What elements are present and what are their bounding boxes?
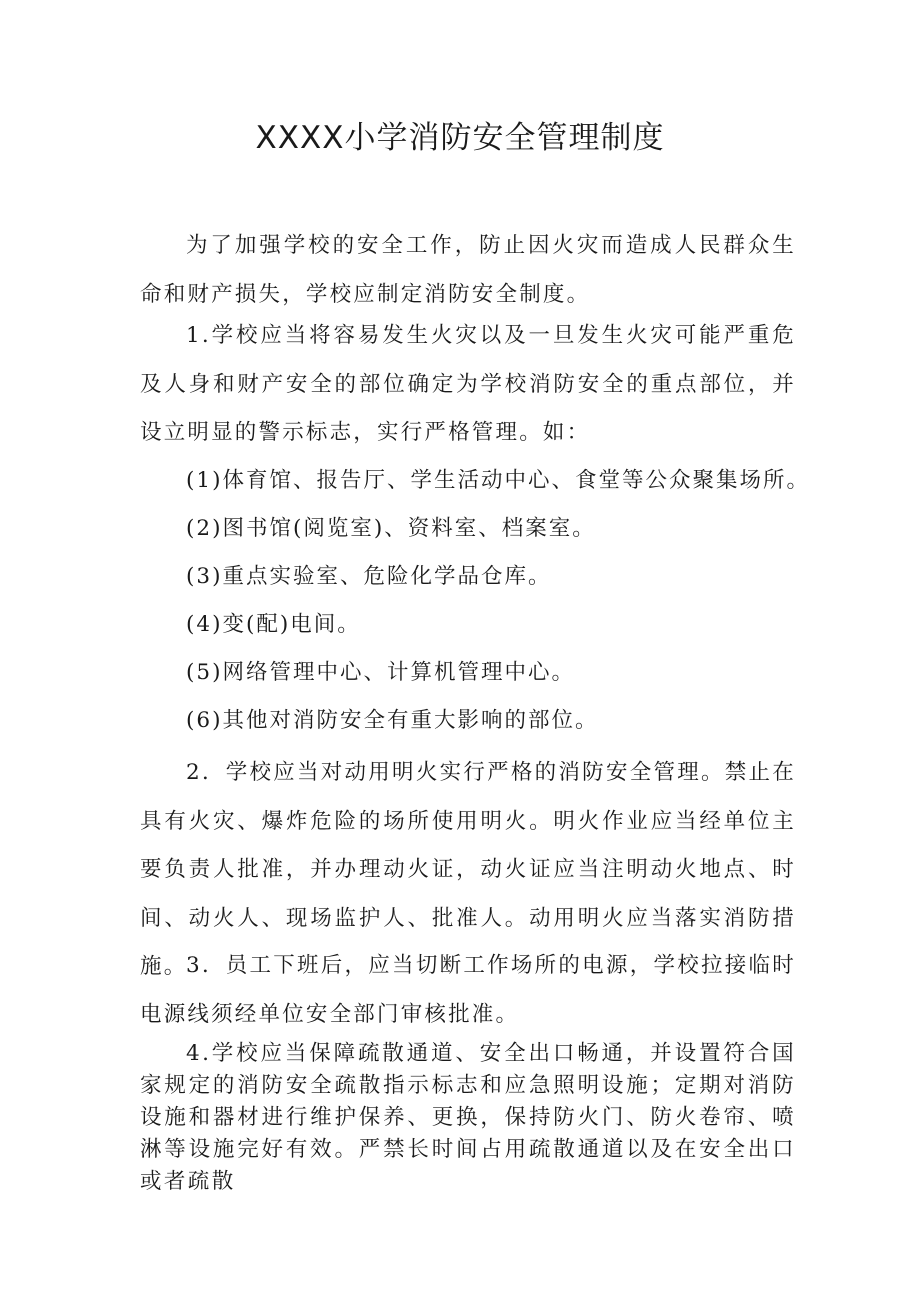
list-item: (4)变(配)电间。 [186,612,361,637]
list-item: (6)其他对消防安全有重大影响的部位。 [186,708,599,733]
document-title: XXXX小学消防安全管理制度 [255,120,665,156]
list-item: (5)网络管理中心、计算机管理中心。 [186,660,575,685]
list-item: (3)重点实验室、危险化学品仓库。 [186,564,552,589]
section-4-paragraph: 4.学校应当保障疏散通道、安全出口畅通，并设置符合国家规定的消防安全疏散指示标志和应急照明设施；定期对消防设施和器材进行维护保养、更换，保持防火门、防火卷帘、喷淋等设施完好有效。严禁长时间占用疏散通道以及在安全出口或者疏散 [140,1041,796,1194]
section-1-paragraph: 1.学校应当将容易发生火灾以及一旦发生火灾可能严重危及人身和财产安全的部位确定为学校消防安全的重点部位，并设立明显的警示标志，实行严格管理。如： [140,323,796,445]
list-item: (2)图书馆(阅览室)、资料室、档案室。 [186,516,596,541]
list-item: (1)体育馆、报告厅、学生活动中心、食堂等公众聚集场所。 [186,468,810,493]
section-2-paragraph: 2．学校应当对动用明火实行严格的消防安全管理。禁止在具有火灾、爆炸危险的场所使用明火。明火作业应当经单位主要负责人批准，并办理动火证，动火证应当注明动火地点、时间、动火人、现场监护人、批准人。动用明火应当落实消防措施。 [140,760,796,979]
section-3-paragraph: 3．员工下班后，应当切断工作场所的电源，学校拉接临时电源线须经单位安全部门审核批准。 [140,953,796,1027]
intro-paragraph: 为了加强学校的安全工作，防止因火灾而造成人民群众生命和财产损失，学校应制定消防安全制度。 [140,233,796,307]
